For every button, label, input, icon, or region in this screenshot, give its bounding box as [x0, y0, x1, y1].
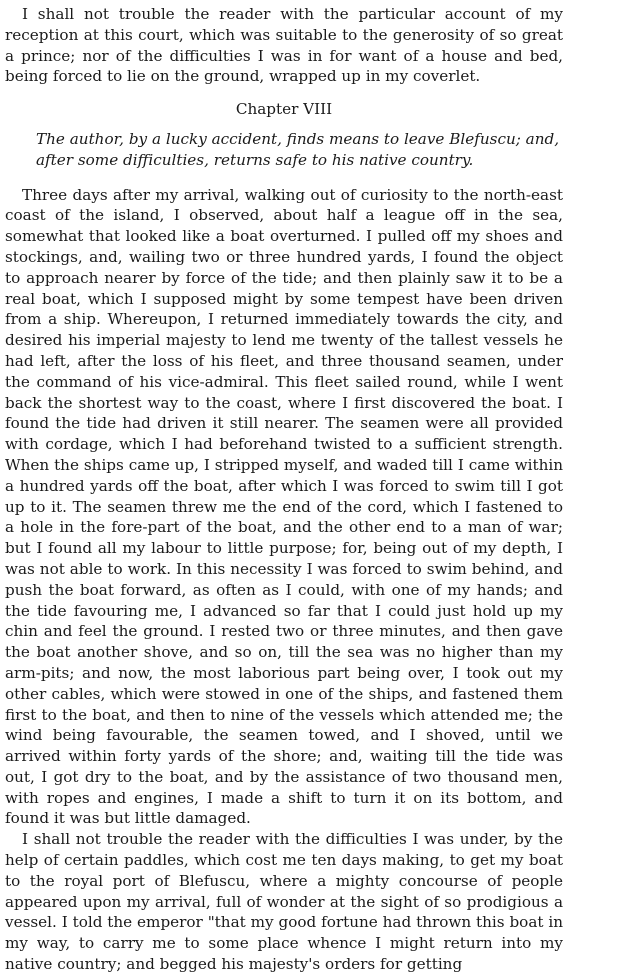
document-page — [5, 4, 563, 975]
paragraph-boat-discovery: Three days after my arrival, walking out of curiosity to the north-east coast of the island, I observed, about half a league off in the sea, somewhat that looked like a boat overturned. I pulled off my shoes and stockings, and, wailing two or three hundred yards, I found the object to approach nearer by force of the tide; and then plainly saw it to be a real boat, which I supposed might by some tempest have been driven from a ship. Whereupon, I returned immediately towards the city, and desired his imperial majesty to lend me twenty of the tallest vessels he had left, after the loss of his fleet, and three thousand seamen, under the command of his vice-admiral. This fleet sailed round, while I went back the shortest way to the coast, where I first discovered the boat. I found the tide had driven it still nearer. The seamen were all provided with cordage, which I had beforehand twisted to a sufficient strength. When the ships came up, I stripped myself, and waded till I came within a hundred yards off the boat, after which I was forced to swim till I got up to it. The seamen threw me the end of the cord, which I fastened to a hole in the fore-part of the boat, and the other end to a man of war; but I found all my labour to little purpose; for, being out of my depth, I was not able to work. In this necessity I was forced to swim behind, and push the boat forward, as often as I could, with one of my hands; and the tide favouring me, I advanced so far that I could just hold up my chin and feel the ground. I rested two or three minutes, and then gave the boat another shove, and so on, till the sea was no higher than my arm-pits; and now, the most laborious part being over, I took out my other cables, which were stowed in one of the ships, and fastened them first to the boat, and then to nine of the vessels which attended me; the wind being favourable, the seamen towed, and I shoved, until we arrived within forty yards of the shore; and, waiting till the tide was out, I got dry to the boat, and by the assistance of two thousand men, with ropes and engines, I made a shift to turn it on its bottom, and found it was but little damaged. — [5, 185, 563, 828]
chapter-title: Chapter VIII — [235, 100, 333, 119]
chapter-subtitle: The author, by a lucky accident, finds means to leave Blefuscu; and, after some difficulties, returns safe to his native country. — [36, 129, 560, 169]
paragraph-reception: I shall not trouble the reader with the particular account of my reception at this court, which was suitable to the generosity of so great a prince; nor of the difficulties I was in for want of a house and bed, being forced to lie on the ground, wrapped up in my coverlet. — [5, 5, 563, 86]
paragraph-royal-port: I shall not trouble the reader with the difficulties I was under, by the help of certain paddles, which cost me ten days making, to get my boat to the royal port of Blefuscu, where a mighty concourse of people appeared upon my arrival, full of wonder at the sight of so prodigious a vessel. I told the emperor "that my good fortune had thrown this boat in my way, to carry me to some place whence I might return into my native country; and begged his majesty's orders for getting — [5, 830, 563, 974]
